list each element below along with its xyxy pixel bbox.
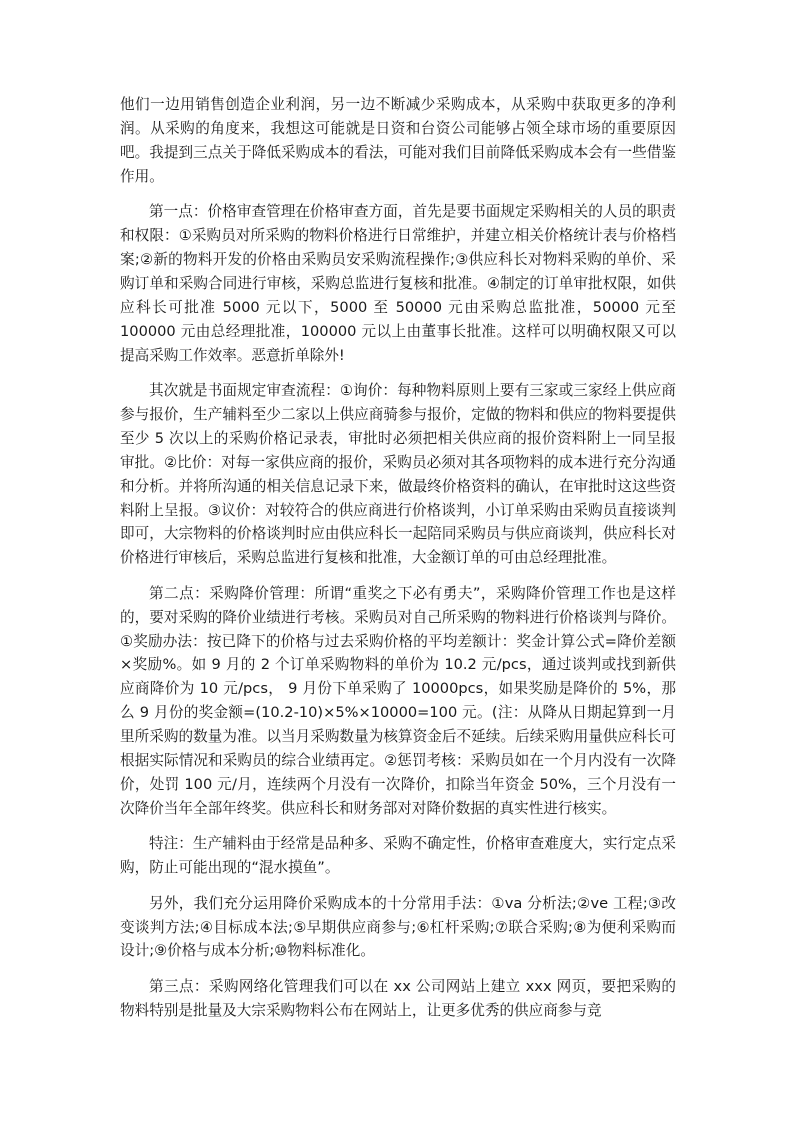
- paragraph-methods: 另外，我们充分运用降价采购成本的十分常用手法：①va 分析法;②ve 工程;③改变谈判方法;④目标成本法;⑤早期供应商参与;⑥杠杆采购;⑦联合采购;⑧为便利采购而设计;⑨价格与成本分析;⑩物料标准化。: [120, 894, 676, 960]
- paragraph-point-one: 第一点：价格审查管理在价格审查方面，首先是要书面规定采购相关的人员的职责和权限：①采购员对所采购的物料价格进行日常维护，并建立相关价格统计表与价格档案;②新的物料开发的价格由采购员安采购流程操作;③供应科长对物料采购的单价、采购订单和采购合同进行审核，采购总监进行复核和批准。④制定的订单审批权限，如供应科长可批准 5000 元以下，5000 至 50000 元由采购总监批准，50000 元至 100000 元由总经理批准，100000 元以上由董事长批准。这样可以明确权限又可以提高采购工作效率。恶意折单除外!: [120, 203, 676, 364]
- paragraph-intro: 他们一边用销售创造企业利润，另一边不断减少采购成本，从采购中获取更多的净利润。从采购的角度来，我想这可能就是日资和台资公司能够占领全球市场的重要原因吧。我提到三点关于降低采购成本的看法，可能对我们目前降低采购成本会有一些借鉴作用。: [120, 96, 676, 185]
- paragraph-special-note: 特注：生产辅料由于经常是品种多、采购不确定性，价格审查难度大，实行定点采购，防止可能出现的“混水摸鱼”。: [120, 835, 676, 877]
- paragraph-review-process: 其次就是书面规定审查流程：①询价：每种物料原则上要有三家或三家经上供应商参与报价，生产辅料至少二家以上供应商骑参与报价，定做的物料和供应的物料要提供至少 5 次以上的采购价格记录表，审批时必须把相关供应商的报价资料附上一同呈报审批。②比价：对每一家供应商的报价，采购员必须对其各项物料的成本进行充分沟通和分析。并将所沟通的相关信息记录下来，做最终价格资料的确认，在审批时这这些资料附上呈报。③议价：对较符合的供应商进行价格谈判，小订单采购由采购员直接谈判即可，大宗物料的价格谈判时应由供应科长一起陪同采购员与供应商谈判，供应科长对价格进行审核后，采购总监进行复核和批准，大金额订单的可由总经理批准。: [120, 381, 676, 567]
- document-body: [120, 93, 676, 1034]
- paragraph-point-three: 第三点：采购网络化管理我们可以在 xx 公司网站上建立 xxx 网页，要把采购的物料特别是批量及大宗采购物料公布在网站上，让更多优秀的供应商参与竞: [120, 977, 676, 1019]
- paragraph-point-two: 第二点：采购降价管理：所谓“重奖之下必有勇夫”，采购降价管理工作也是这样的，要对采购的降价业绩进行考核。采购员对自己所采购的物料进行价格谈判与降价。①奖励办法：按已降下的价格与过去采购价格的平均差额计：奖金计算公式=降价差额×奖励%。如 9 月的 2 个订单采购物料的单价为 10.2 元/pcs，通过谈判或找到新供应商降价为 10 元/pcs， 9 月份下单采购了 10000pcs，如果奖励是降价的 5%，那么 9 月份的奖金额=(10.2-10)×5%×10000=100 元。(注：从降从日期起算到一月里所采购的数量为准。以当月采购数量为核算资金后不延续。后续采购用量供应科长可根据实际情况和采购员的综合业绩再定。②惩罚考核：采购员如在一个月内没有一次降价，处罚 100 元/月，连续两个月没有一次降价，扣除当年资金 50%，三个月没有一次降价当年全部年终奖。供应科长和财务部对对降价数据的真实性进行核实。: [120, 584, 676, 817]
